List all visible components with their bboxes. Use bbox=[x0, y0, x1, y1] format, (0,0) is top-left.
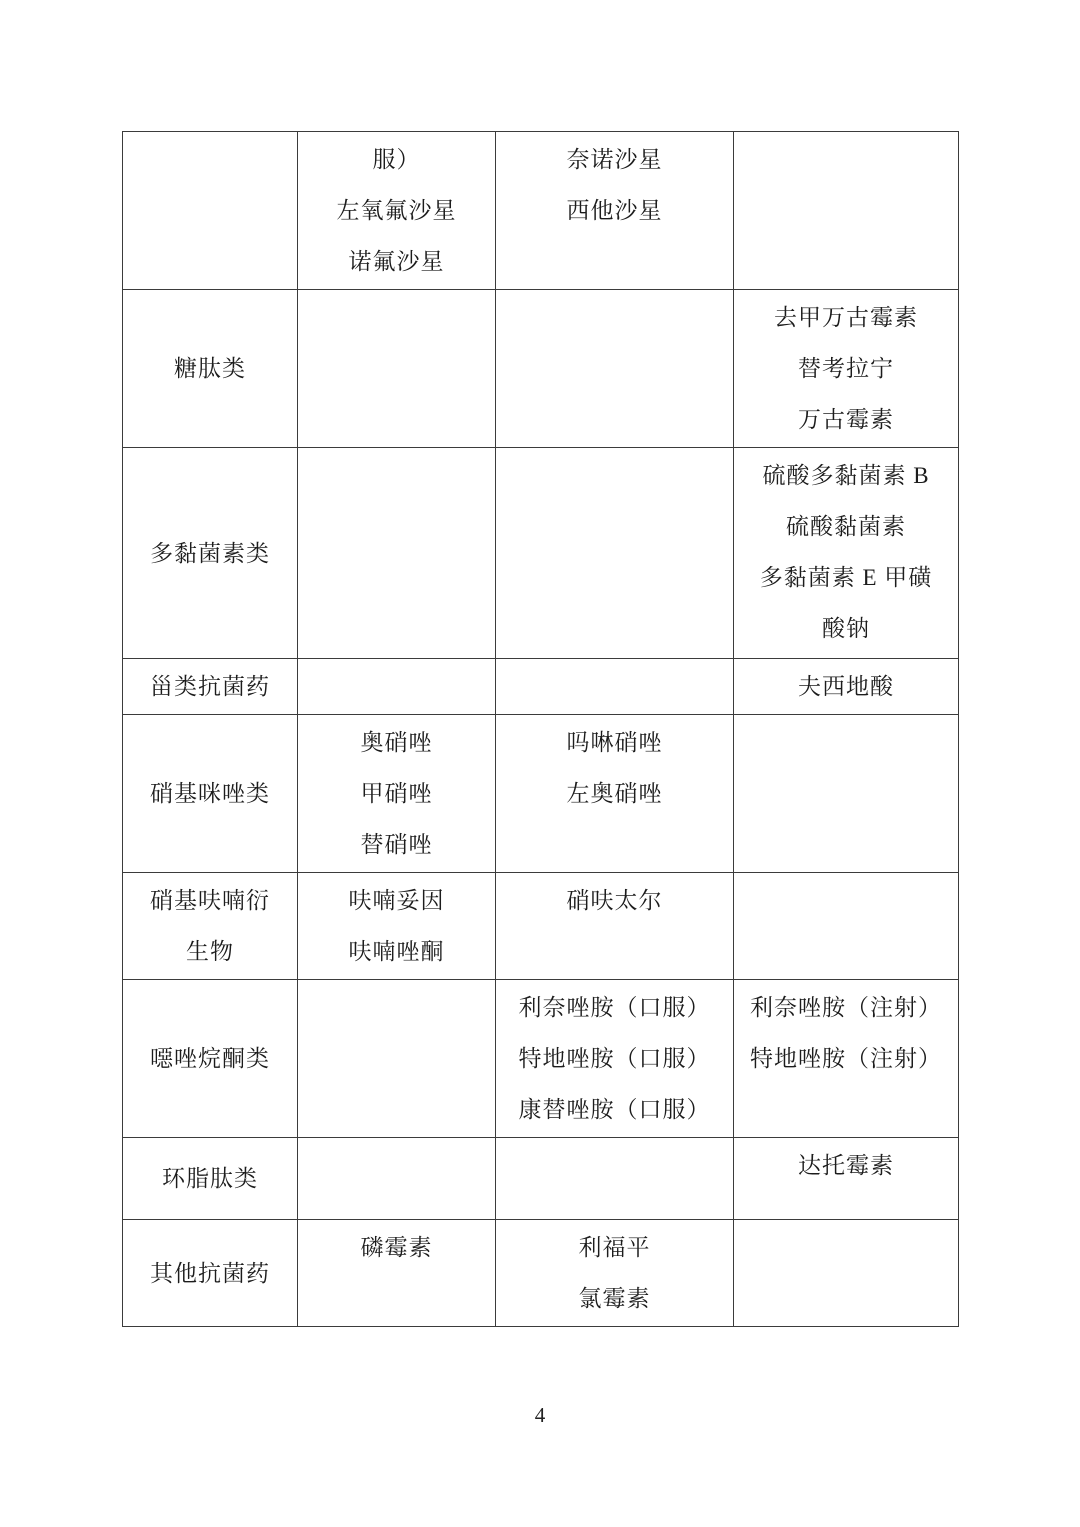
table-row bbox=[123, 980, 959, 1138]
drug-cell bbox=[496, 715, 734, 873]
drug-name: 硝呋太尔 bbox=[566, 888, 663, 913]
drug-cell bbox=[298, 659, 496, 715]
drug-cell bbox=[298, 715, 496, 873]
drug-name: 特地唑胺（口服） bbox=[518, 1046, 711, 1071]
drug-cell bbox=[496, 1138, 734, 1220]
category-cell bbox=[123, 873, 298, 980]
category-cell bbox=[123, 290, 298, 448]
drug-cell bbox=[298, 980, 496, 1138]
table-row bbox=[123, 1138, 959, 1220]
drug-cell bbox=[496, 1220, 734, 1327]
table-row bbox=[123, 290, 959, 448]
drug-name: 呋喃妥因 bbox=[348, 888, 445, 913]
drug-name: 替考拉宁 bbox=[798, 356, 894, 381]
category-label: 糖肽类 bbox=[174, 356, 246, 381]
drug-name: 服） bbox=[372, 147, 421, 172]
drug-name: 达托霉素 bbox=[798, 1153, 894, 1178]
drug-name: 诺氟沙星 bbox=[348, 249, 445, 274]
drug-cell bbox=[496, 659, 734, 715]
category-cell bbox=[123, 1138, 298, 1220]
drug-name: 奥硝唑 bbox=[360, 730, 433, 755]
category-label: 生物 bbox=[186, 939, 234, 964]
category-cell bbox=[123, 1220, 298, 1327]
drug-name: 特地唑胺（注射） bbox=[750, 1046, 942, 1071]
table-row bbox=[123, 1220, 959, 1327]
drug-name: 利福平 bbox=[578, 1235, 651, 1260]
category-label: 硝基咪唑类 bbox=[150, 781, 270, 806]
drug-name: 甲硝唑 bbox=[360, 781, 433, 806]
drug-cell bbox=[734, 132, 959, 290]
table-row bbox=[123, 873, 959, 980]
drug-name: 替硝唑 bbox=[360, 832, 433, 857]
drug-cell bbox=[496, 980, 734, 1138]
drug-cell bbox=[734, 1138, 959, 1220]
drug-cell bbox=[734, 448, 959, 659]
drug-name: 酸钠 bbox=[822, 616, 870, 641]
drug-cell bbox=[496, 873, 734, 980]
category-label: 其他抗菌药 bbox=[150, 1260, 270, 1286]
drug-cell bbox=[298, 1220, 496, 1327]
antibiotics-table bbox=[122, 131, 959, 1327]
drug-name: 西他沙星 bbox=[566, 198, 663, 223]
drug-name: 康替唑胺（口服） bbox=[518, 1097, 711, 1122]
drug-cell bbox=[734, 290, 959, 448]
drug-name: 左奥硝唑 bbox=[566, 781, 663, 806]
drug-cell bbox=[298, 1138, 496, 1220]
drug-cell bbox=[734, 659, 959, 715]
drug-name: 利奈唑胺（注射） bbox=[750, 995, 942, 1020]
drug-name: 磷霉素 bbox=[360, 1235, 433, 1260]
category-label: 多黏菌素类 bbox=[150, 540, 270, 566]
table-row bbox=[123, 132, 959, 290]
category-label: 甾类抗菌药 bbox=[150, 674, 270, 699]
drug-cell bbox=[298, 132, 496, 290]
category-cell bbox=[123, 448, 298, 659]
category-cell bbox=[123, 659, 298, 715]
table-row bbox=[123, 715, 959, 873]
drug-name: 多黏菌素 E 甲磺 bbox=[759, 565, 933, 590]
category-label: 环脂肽类 bbox=[162, 1166, 258, 1191]
category-label: 噁唑烷酮类 bbox=[150, 1046, 270, 1071]
drug-name: 万古霉素 bbox=[798, 407, 894, 432]
drug-cell bbox=[298, 873, 496, 980]
drug-name: 左氧氟沙星 bbox=[336, 198, 457, 223]
drug-cell bbox=[734, 715, 959, 873]
antibiotics-table-body bbox=[123, 132, 959, 1327]
drug-cell bbox=[734, 980, 959, 1138]
drug-cell bbox=[734, 1220, 959, 1327]
drug-name: 硫酸多黏菌素 B bbox=[762, 463, 930, 488]
drug-name: 利奈唑胺（口服） bbox=[518, 995, 711, 1020]
table-row bbox=[123, 659, 959, 715]
drug-cell bbox=[298, 448, 496, 659]
drug-cell bbox=[496, 132, 734, 290]
drug-name: 氯霉素 bbox=[578, 1286, 651, 1311]
category-cell bbox=[123, 980, 298, 1138]
drug-name: 夫西地酸 bbox=[798, 674, 894, 699]
category-cell bbox=[123, 715, 298, 873]
drug-cell bbox=[734, 873, 959, 980]
drug-name: 硫酸黏菌素 bbox=[786, 514, 906, 539]
drug-cell bbox=[298, 290, 496, 448]
page-number: 4 bbox=[534, 1403, 546, 1427]
drug-name: 呋喃唑酮 bbox=[348, 939, 445, 964]
drug-cell bbox=[496, 290, 734, 448]
category-cell bbox=[123, 132, 298, 290]
drug-name: 吗啉硝唑 bbox=[566, 730, 663, 755]
table-row bbox=[123, 448, 959, 659]
category-label: 硝基呋喃衍 bbox=[150, 888, 270, 913]
drug-name: 去甲万古霉素 bbox=[774, 305, 918, 330]
drug-cell bbox=[496, 448, 734, 659]
drug-name: 奈诺沙星 bbox=[566, 147, 663, 172]
